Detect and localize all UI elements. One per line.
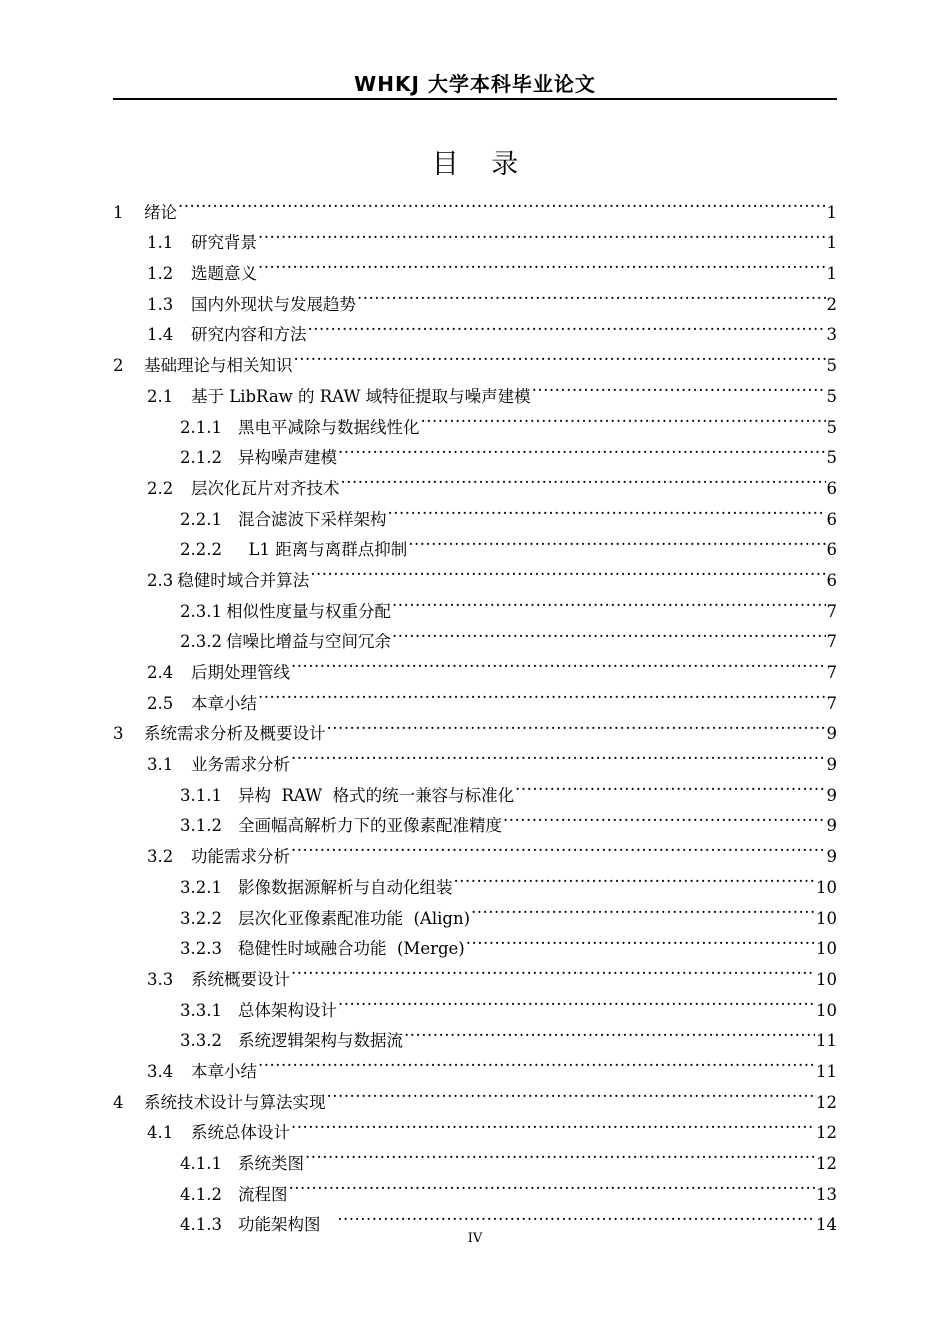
toc-entry-title: 相似性度量与权重分配 [225,601,391,621]
toc-entry-number: 4.1.3 [180,1215,222,1235]
toc-entry-number: 3.1.1 [180,785,222,805]
toc-entry-title: 研究背景 [191,233,257,253]
toc-leader-dots [341,463,826,494]
toc-entry-page: 1 [826,202,837,222]
toc-entry-page: 2 [826,294,837,314]
toc-entry-number: 2.4 [147,663,174,682]
toc-leader-dots [408,525,825,556]
toc-entry-number: 3.2.2 [180,908,222,928]
toc-entry-title: 系统技术设计与算法实现 [144,1092,326,1112]
toc-entry-page: 6 [826,478,837,498]
toc-leader-dots [421,402,826,433]
toc-entry-page: 6 [826,570,837,590]
toc-leader-dots [466,924,815,955]
toc-entry-page: 5 [826,356,837,376]
toc-entry-title: 研究内容和方法 [191,325,307,345]
toc-leader-dots [515,770,825,801]
toc-entry-number: 3.1 [147,755,174,775]
toc-entry-number: 1.3 [147,294,174,314]
toc-entry-number: 3 [113,724,124,744]
toc-entry-title: 本章小结 [191,1061,257,1081]
toc-entry-page: 7 [826,693,837,713]
toc-entry-page: 12 [816,1123,837,1143]
toc-entry-number: 2.5 [147,693,174,713]
toc-entry-title: 总体架构设计 [238,1000,337,1020]
toc-entry-page: 10 [816,908,837,928]
toc-entry-page: 12 [816,1154,837,1173]
toc-entry-number: 1.1 [147,233,174,253]
toc-entry-number: 3.3 [147,969,174,989]
toc-entry-title: 功能架构图 [238,1215,337,1235]
toc-entry-page: 10 [816,939,837,959]
toc-leader-dots [338,433,826,464]
toc-entry-page: 9 [826,724,837,744]
toc-entry-page: 13 [816,1184,837,1204]
toc-entry-page: 10 [816,969,837,989]
toc-entry-title: 国内外现状与发展趋势 [191,294,356,314]
toc-leader-dots [337,1200,815,1231]
toc-entry-title: L1 距离与离群点抑制 [238,540,408,560]
toc-entry-number: 2.2.2 [180,540,222,560]
toc-entry-page: 11 [816,1031,837,1051]
document-header: WHKJ 大学本科毕业论文 [354,72,596,96]
toc-entry-page: 10 [816,1000,837,1020]
toc-leader-dots [388,494,826,525]
toc-leader-dots [308,310,826,341]
toc-entry-title: 本章小结 [191,693,257,713]
toc-entry-number: 2.2.1 [180,509,222,529]
toc-leader-dots [291,954,815,985]
toc-entry-title: 系统需求分析及概要设计 [144,724,326,744]
toc-leader-dots [454,862,816,893]
toc-entry-page: 9 [826,785,837,805]
toc-leader-dots [258,248,826,279]
toc-leader-dots [291,647,826,678]
toc-entry-number: 2.3.1 [180,601,222,621]
toc-entry-number: 3.4 [147,1061,174,1081]
toc-entry-page: 7 [826,632,837,652]
toc-entry-number: 2 [113,356,124,376]
toc-entry-title: 功能需求分析 [191,847,290,867]
toc-leader-dots [392,617,826,648]
toc-entry-number: 1 [113,202,124,222]
toc-leader-dots [392,586,826,617]
toc-leader-dots [291,1108,815,1139]
toc-entry-number: 3.3.2 [180,1031,222,1051]
table-of-contents [113,187,837,1235]
toc-leader-dots [291,831,826,862]
toc-entry-title: 层次化瓦片对齐技术 [191,478,340,498]
toc-leader-dots [258,218,826,249]
toc-entry-number: 2.2 [147,478,174,498]
toc-entry-title: 后期处理管线 [191,663,290,682]
toc-leader-dots [305,1138,815,1169]
toc-entry-title: 混合滤波下采样架构 [238,509,387,529]
toc-leader-dots [357,279,826,310]
toc-entry-page: 9 [826,816,837,836]
toc-entry-title: 系统总体设计 [191,1123,290,1143]
toc-entry[interactable] [113,218,837,253]
toc-entry[interactable] [113,187,837,222]
toc-entry-number: 3.2.3 [180,939,222,959]
toc-entry-page: 12 [816,1092,837,1112]
toc-entry-number: 1.4 [147,325,174,345]
toc-entry-number: 4.1 [147,1123,174,1143]
toc-entry-page: 7 [826,601,837,621]
toc-entry-page: 10 [816,877,837,897]
toc-entry-title: 系统概要设计 [191,969,290,989]
toc-entry-number: 2.1.1 [180,417,222,437]
toc-leader-dots [294,340,826,371]
toc-entry-page: 6 [826,509,837,529]
toc-entry-title: 基础理论与相关知识 [144,356,293,376]
toc-entry-title: 绪论 [144,202,177,222]
toc-entry-page: 11 [816,1061,837,1081]
page-number: IV [467,1231,483,1246]
toc-leader-dots [471,893,815,924]
toc-entry-page: 6 [826,540,837,560]
toc-entry-page: 1 [826,233,837,253]
toc-leader-dots [258,678,826,709]
toc-entry-page: 9 [826,755,837,775]
toc-entry-title: 全画幅高解析力下的亚像素配准精度 [238,816,502,836]
toc-entry-title: 层次化亚像素配准功能 (Align) [238,908,471,928]
toc-entry-number: 4 [113,1092,124,1112]
toc-entry-number: 3.3.1 [180,1000,222,1020]
toc-leader-dots [291,739,826,770]
toc-leader-dots [258,1046,815,1077]
toc-entry-title: 基于 LibRaw 的 RAW 域特征提取与噪声建模 [191,386,531,406]
toc-leader-dots [327,709,826,740]
toc-entry-number: 4.1.2 [180,1184,222,1204]
toc-entry-title: 选题意义 [191,264,257,284]
toc-entry-number: 2.1.2 [180,448,222,468]
toc-title: 目 录 [431,149,531,180]
toc-entry-number: 3.1.2 [180,816,222,836]
toc-leader-dots [503,801,826,832]
toc-entry-number: 2.3 [147,570,174,590]
toc-entry-page: 3 [826,325,837,345]
toc-entry-page: 5 [826,448,837,468]
toc-entry-number: 2.1 [147,386,174,406]
toc-entry-page: 9 [826,847,837,867]
header-rule [113,98,837,100]
toc-entry-number: 1.2 [147,264,174,284]
toc-entry-title: 信噪比增益与空间冗余 [225,632,391,652]
toc-entry-title: 稳健时域合并算法 [177,570,310,590]
toc-entry-title: 影像数据源解析与自动化组装 [238,877,453,897]
toc-entry-title: 流程图 [238,1184,288,1204]
toc-entry-title: 异构噪声建模 [238,448,337,468]
toc-entry-title: 异构 RAW 格式的统一兼容与标准化 [238,785,515,805]
toc-entry-number: 3.2 [147,847,174,867]
toc-entry-title: 稳健性时域融合功能 (Merge) [238,939,465,959]
toc-leader-dots [289,1169,816,1200]
toc-entry-page: 7 [826,663,837,682]
toc-entry-title: 系统类图 [238,1154,304,1173]
toc-entry-page: 5 [826,417,837,437]
toc-leader-dots [310,555,825,586]
toc-entry-page: 5 [826,386,837,406]
toc-leader-dots [404,1016,815,1047]
toc-entry-page: 1 [826,264,837,284]
toc-entry-number: 2.3.2 [180,632,222,652]
toc-entry-number: 3.2.1 [180,877,222,897]
toc-entry-number: 4.1.1 [180,1154,222,1173]
toc-entry-title: 黑电平减除与数据线性化 [238,417,420,437]
toc-entry-title: 系统逻辑架构与数据流 [238,1031,403,1051]
toc-entry-title: 业务需求分析 [191,755,290,775]
toc-entry-page: 14 [816,1215,837,1235]
toc-leader-dots [178,187,826,218]
toc-leader-dots [327,1077,816,1108]
toc-leader-dots [532,371,826,402]
toc-leader-dots [338,985,815,1016]
